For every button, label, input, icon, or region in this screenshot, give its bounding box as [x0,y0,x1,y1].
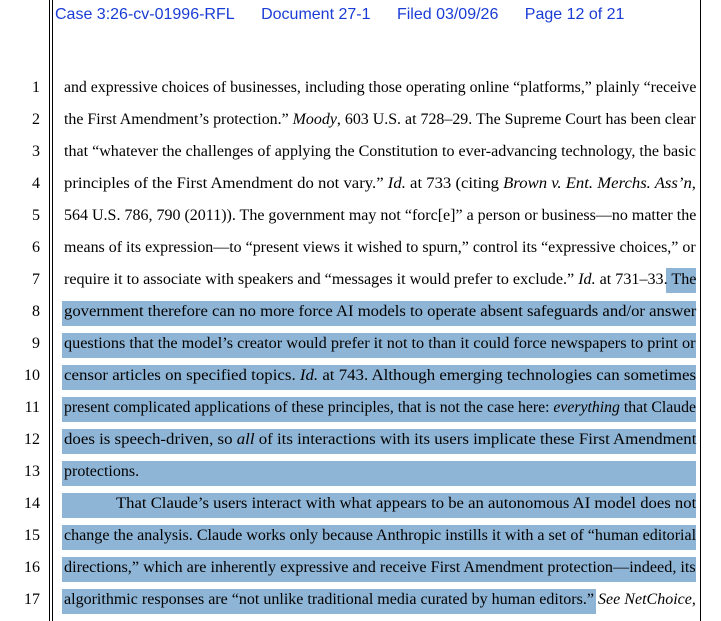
body-line: require it to associate with speakers and “messages it would prefer to exclude.” Id. at 731–33. The [64,271,697,288]
line-number: 5 [32,207,40,224]
line-number: 13 [24,463,40,480]
line-number: 1 [32,79,40,96]
line-number: 10 [24,367,40,384]
body-line: government therefore can no more force AI models to operate absent safeguards and/or answer [64,303,697,320]
line-number: 8 [32,303,40,320]
body-line: change the analysis. Claude works only because Anthropic instills it with a set of “human editorial [64,527,697,544]
left-margin-rule-inner [52,0,53,621]
line-number: 17 [24,591,40,608]
line-number: 4 [32,175,40,192]
case-number: Case 3:26-cv-01996-RFL [55,6,235,23]
page-indicator: Page 12 of 21 [524,6,625,23]
line-number: 7 [32,271,40,288]
body-line: does is speech-driven, so all of its interactions with its users implicate these First Amendment [64,431,697,448]
body-line: censor articles on specified topics. Id. at 743. Although emerging technologies can sometimes [64,367,696,384]
line-number: 15 [24,527,40,544]
body-line: principles of the First Amendment do not vary.” Id. at 733 (citing Brown v. Ent. Merchs. Ass’n, [64,175,696,192]
body-line: directions,” which are inherently expressive and receive First Amendment protection—indeed, its [64,559,696,576]
line-number: 6 [32,239,40,256]
body-line: present complicated applications of these principles, that is not the case here: everything that Claude [64,399,697,416]
line-number: 12 [24,431,40,448]
right-margin-rule [700,0,701,621]
line-number: 3 [32,143,40,160]
left-margin-rule [49,0,50,621]
line-number: 11 [24,399,40,416]
body-line: protections. [64,463,140,480]
line-number: 9 [32,335,40,352]
body-line: and expressive choices of businesses, including those operating online “platforms,” plainly “receive [64,79,697,96]
line-number: 2 [32,111,40,128]
line-number: 14 [24,495,40,512]
case-header [55,6,646,28]
document-number: Document 27-1 [261,6,371,23]
body-line: means of its expression—to “present views it wished to spurn,” control its “expressive choices,” or [64,239,696,256]
body-line: questions that the model’s creator would prefer it not to than it could force newspapers to print or [64,335,696,352]
body-line: 564 U.S. 786, 790 (2011)). The government may not “forc[e]” a person or business—no matter the [64,207,697,224]
body-line: algorithmic responses are “not unlike traditional media curated by human editors.” See NetChoice, [64,591,696,608]
highlight-band [62,461,696,486]
body-line: that “whatever the challenges of applying the Constitution to ever-advancing technology, the basic [64,143,697,160]
filed-date: Filed 03/09/26 [396,6,499,23]
body-line-indented: That Claude’s users interact with what appears to be an autonomous AI model does not [116,495,697,512]
body-line: the First Amendment’s protection.” Moody, 603 U.S. at 728–29. The Supreme Court has been clear [64,111,696,128]
line-number: 16 [24,559,40,576]
